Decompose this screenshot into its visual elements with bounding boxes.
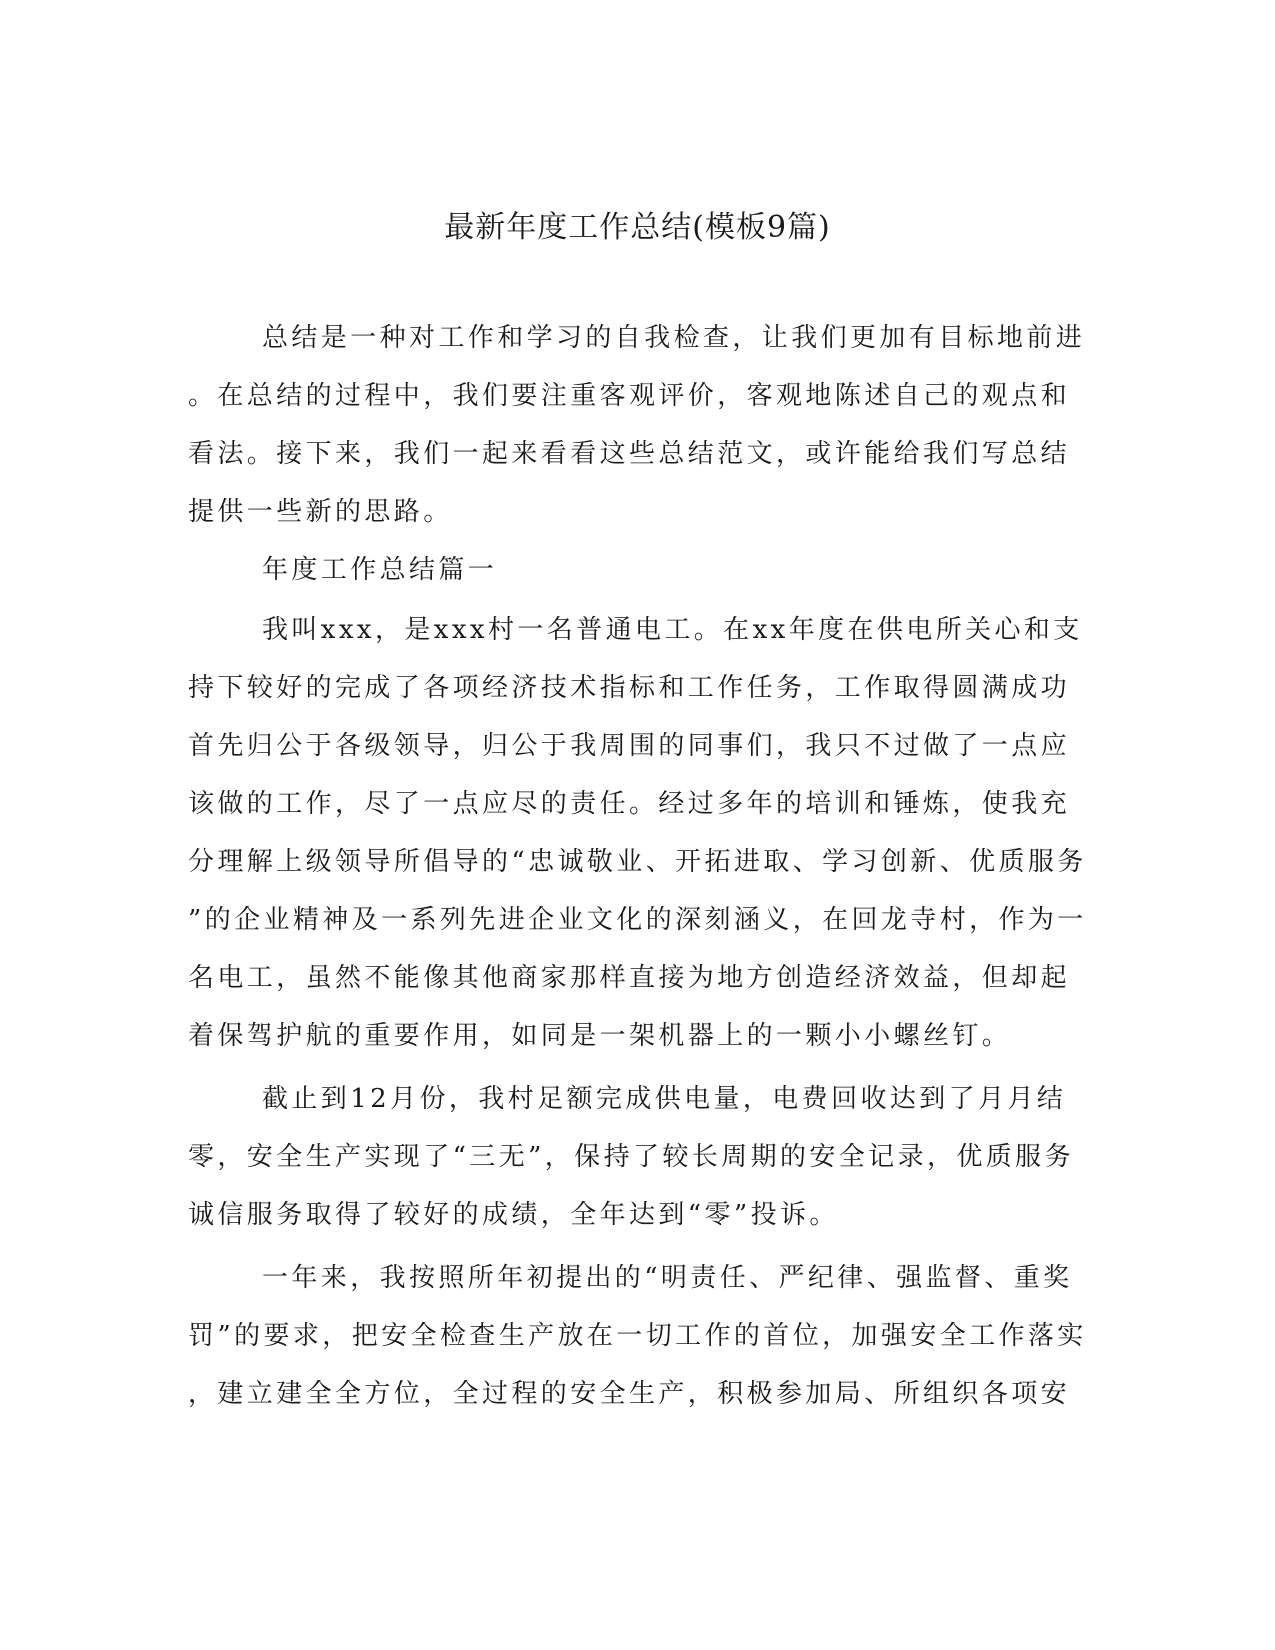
paragraph-line: 持下较好的完成了各项经济技术指标和工作任务，工作取得圆满成功 bbox=[188, 673, 1071, 703]
paragraph-line: 分理解上级领导所倡导的“忠诚敬业、开拓进取、学习创新、优质服务 bbox=[188, 847, 1087, 877]
paragraph-line: 看法。接下来，我们一起来看看这些总结范文，或许能给我们写总结 bbox=[188, 439, 1071, 469]
paragraph-line: 名电工，虽然不能像其他商家那样直接为地方创造经济效益，但却起 bbox=[188, 963, 1071, 993]
paragraph-line: 首先归公于各级领导，归公于我周围的同事们，我只不过做了一点应 bbox=[188, 731, 1071, 761]
paragraph-line: 提供一些新的思路。 bbox=[188, 497, 453, 527]
paragraph-line: 罚”的要求，把安全检查生产放在一切工作的首位，加强安全工作落实 bbox=[188, 1321, 1087, 1351]
paragraph-line: 该做的工作，尽了一点应尽的责任。经过多年的培训和锤炼，使我充 bbox=[188, 789, 1071, 819]
paragraph-line: 我叫xxx，是xxx村一名普通电工。在xx年度在供电所关心和支 bbox=[262, 615, 1083, 645]
paragraph-line: 诚信服务取得了较好的成绩，全年达到“零”投诉。 bbox=[188, 1200, 839, 1230]
paragraph-line: 一年来，我按照所年初提出的“明责任、严纪律、强监督、重奖 bbox=[262, 1263, 1073, 1293]
paragraph-line: ”的企业精神及一系列先进企业文化的深刻涵义，在回龙寺村，作为一 bbox=[188, 905, 1087, 935]
paragraph-line: 截止到12月份，我村足额完成供电量，电费回收达到了月月结 bbox=[262, 1084, 1067, 1114]
paragraph-line: 着保驾护航的重要作用，如同是一架机器上的一颗小小螺丝钉。 bbox=[188, 1021, 1012, 1051]
document-title: 最新年度工作总结(模板9篇) bbox=[444, 210, 831, 245]
paragraph-line: 总结是一种对工作和学习的自我检查，让我们更加有目标地前进 bbox=[262, 323, 1086, 353]
paragraph-line: ，建立建全全方位，全过程的安全生产，积极参加局、所组织各项安 bbox=[188, 1379, 1071, 1409]
paragraph-line: 。在总结的过程中，我们要注重客观评价，客观地陈述自己的观点和 bbox=[188, 381, 1071, 411]
paragraph-line: 零，安全生产实现了“三无”，保持了较长周期的安全记录，优质服务 bbox=[188, 1142, 1074, 1172]
section-heading: 年度工作总结篇一 bbox=[262, 555, 498, 585]
